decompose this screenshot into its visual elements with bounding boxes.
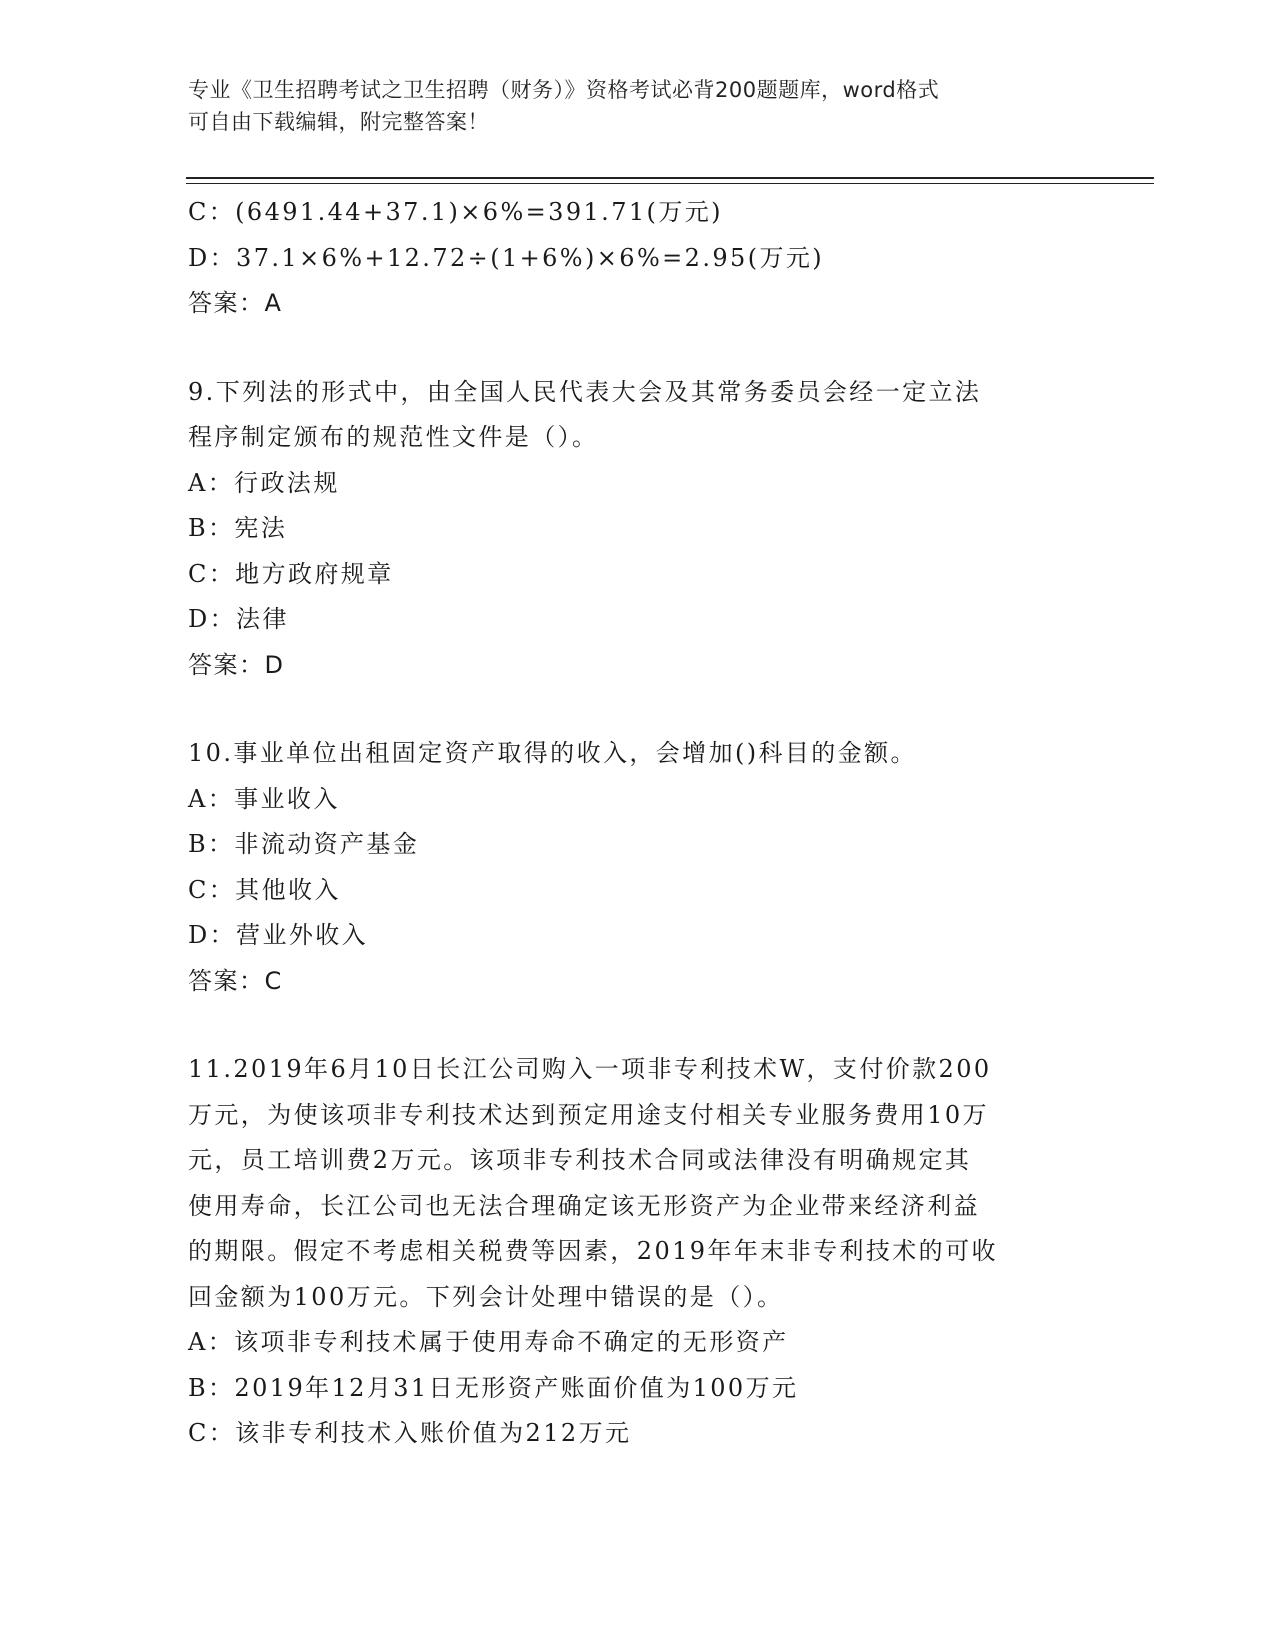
- header-title-line-2: 可自由下载编辑，附完整答案！: [188, 110, 489, 134]
- spacer: [188, 327, 1088, 370]
- option-d: D：法律: [188, 605, 289, 633]
- spacer: [188, 688, 1088, 731]
- option-c: C：该非专利技术入账价值为212万元: [188, 1419, 632, 1447]
- option-b: B：2019年12月31日无形资产账面价值为100万元: [188, 1373, 799, 1402]
- question-stem: 11.2019年6月10日长江公司购入一项非专利技术W，支付价款200: [188, 1055, 992, 1083]
- header-divider-thick: [186, 177, 1154, 179]
- answer-label: 答案：D: [188, 650, 285, 679]
- question-stem: 元，员工培训费2万元。该项非专利技术合同或法律没有明确规定其: [188, 1146, 972, 1174]
- answer-label: 答案：A: [188, 289, 283, 317]
- option-d: D：37.1×6%+12.72÷(1+6%)×6%=2.95(万元): [188, 243, 825, 272]
- question-11-block: [188, 1047, 1088, 1457]
- question-stem: 使用寿命，长江公司也无法合理确定该无形资产为企业带来经济利益: [188, 1191, 980, 1220]
- option-c: C：(6491.44+37.1)×6%=391.71(万元): [188, 198, 723, 226]
- header-divider-thin: [186, 183, 1154, 184]
- option-a: A：行政法规: [188, 468, 340, 497]
- question-body: [188, 190, 1088, 1457]
- option-d: D：营业外收入: [188, 921, 369, 949]
- question-stem: 9.下列法的形式中，由全国人民代表大会及其常务委员会经一定立法: [188, 377, 982, 406]
- header-title-line-1: 专业《卫生招聘考试之卫生招聘（财务）》资格考试必背200题题库，word格式: [188, 78, 940, 102]
- document-header: [188, 74, 1088, 138]
- option-a: A：该项非专利技术属于使用寿命不确定的无形资产: [188, 1328, 789, 1356]
- question-stem: 10.事业单位出租固定资产取得的收入，会增加()科目的金额。: [188, 739, 917, 767]
- answer-label: 答案：C: [188, 966, 283, 995]
- option-a: A：事业收入: [188, 784, 340, 813]
- option-b: B：非流动资产基金: [188, 830, 420, 858]
- question-10-block: [188, 731, 1088, 1004]
- question-stem: 万元，为使该项非专利技术达到预定用途支付相关专业服务费用10万: [188, 1100, 989, 1129]
- spacer: [188, 1004, 1088, 1047]
- question-stem: 程序制定颁布的规范性文件是（）。: [188, 423, 599, 451]
- question-stem: 的期限。假定不考虑相关税费等因素，2019年年末非专利技术的可收: [188, 1237, 998, 1265]
- option-c: C：其他收入: [188, 875, 341, 904]
- question-stem: 回金额为100万元。下列会计处理中错误的是（）。: [188, 1282, 784, 1311]
- option-c: C：地方政府规章: [188, 559, 394, 588]
- question-9-block: [188, 370, 1088, 689]
- option-b: B：宪法: [188, 514, 288, 542]
- prev-question-block: [188, 190, 1088, 327]
